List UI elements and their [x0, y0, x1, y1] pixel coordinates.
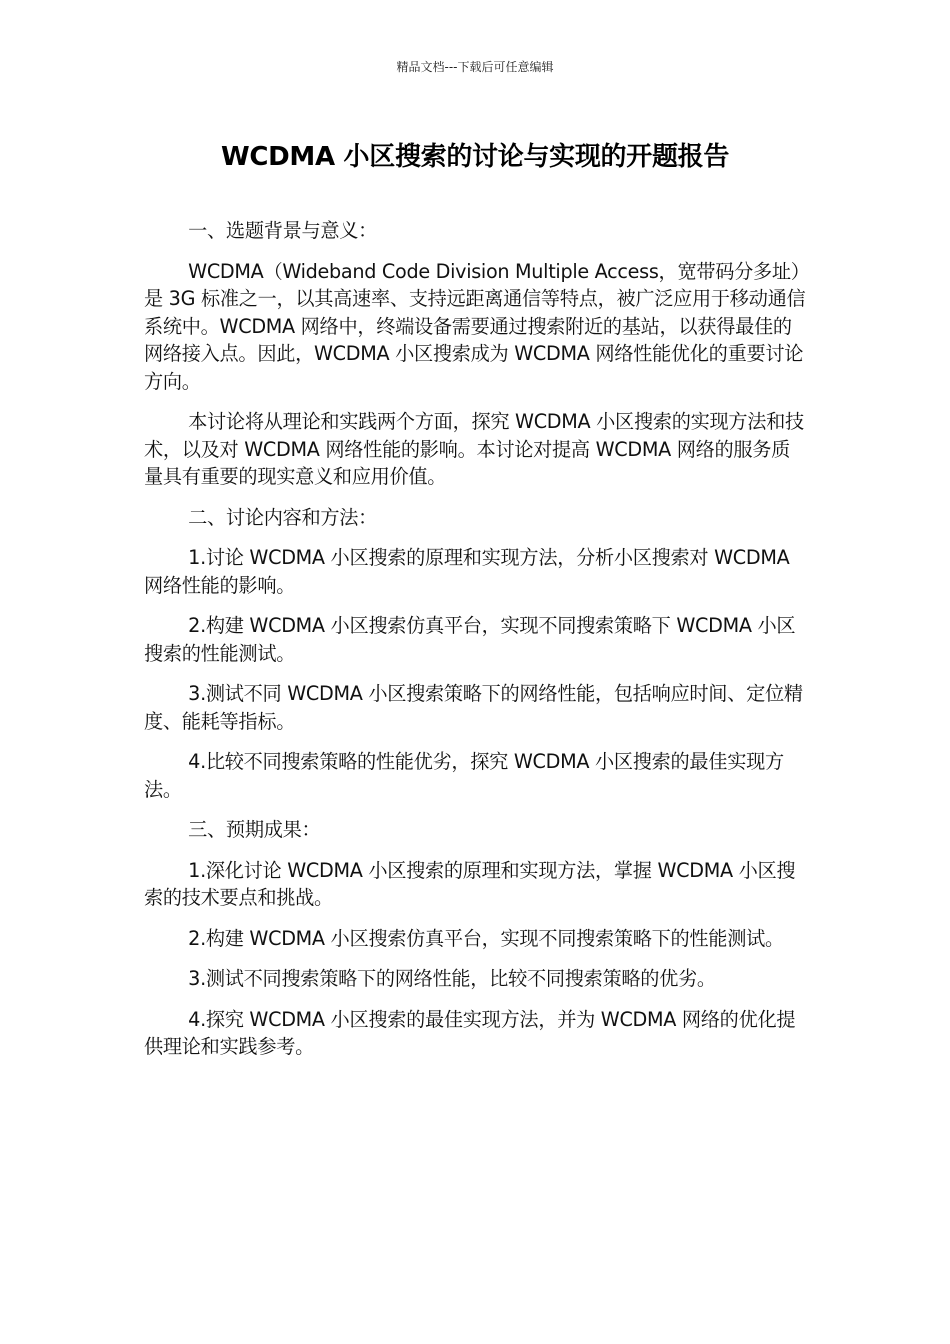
list-item-method-4: 4.比较不同搜索策略的性能优劣，探究 WCDMA 小区搜索的最佳实现方法。: [144, 750, 784, 801]
list-item-method-3: 3.测试不同 WCDMA 小区搜索策略下的网络性能，包括响应时间、定位精度、能耗等指标。: [144, 682, 803, 733]
section-heading-content-methods: 二、讨论内容和方法：: [188, 505, 378, 529]
list-item-result-2: 2.构建 WCDMA 小区搜索仿真平台，实现不同搜索策略下的性能测试。: [188, 926, 784, 950]
paragraph-background-1: WCDMA（Wideband Code Division Multiple Access，宽带码分多址）是 3G 标准之一，以其高速率、支持远距离通信等特点，被广泛应用于移动通信系统中。WCDMA 网络中，终端设备需要通过搜索附近的基站，以获得最佳的网络接入点。因此，WCDMA 小区搜索成为 WCDMA 网络性能优化的重要讨论方向。: [144, 259, 806, 393]
document-body: [144, 217, 808, 1074]
header-note: 精品文档---下载后可任意编辑: [396, 60, 554, 74]
list-item-method-1: 1.讨论 WCDMA 小区搜索的原理和实现方法，分析小区搜索对 WCDMA 网络性能的影响。: [144, 546, 790, 597]
section-heading-expected-results: 三、预期成果：: [188, 818, 321, 841]
list-item-method-2: 2.构建 WCDMA 小区搜索仿真平台，实现不同搜索策略下 WCDMA 小区搜索的性能测试。: [144, 614, 796, 665]
list-item-result-3: 3.测试不同搜索策略下的网络性能，比较不同搜索策略的优劣。: [188, 967, 716, 990]
document-title: WCDMA 小区搜索的讨论与实现的开题报告: [220, 142, 730, 172]
list-item-result-4: 4.探究 WCDMA 小区搜索的最佳实现方法，并为 WCDMA 网络的优化提供理论和实践参考。: [144, 1007, 796, 1058]
paragraph-background-2: 本讨论将从理论和实践两个方面，探究 WCDMA 小区搜索的实现方法和技术，以及对 WCDMA 网络性能的影响。本讨论对提高 WCDMA 网络的服务质量具有重要的现实意义和应用价值。: [144, 410, 804, 488]
list-item-result-1: 1.深化讨论 WCDMA 小区搜索的原理和实现方法，掌握 WCDMA 小区搜索的技术要点和挑战。: [144, 858, 796, 909]
section-heading-background: 一、选题背景与意义：: [188, 219, 378, 242]
